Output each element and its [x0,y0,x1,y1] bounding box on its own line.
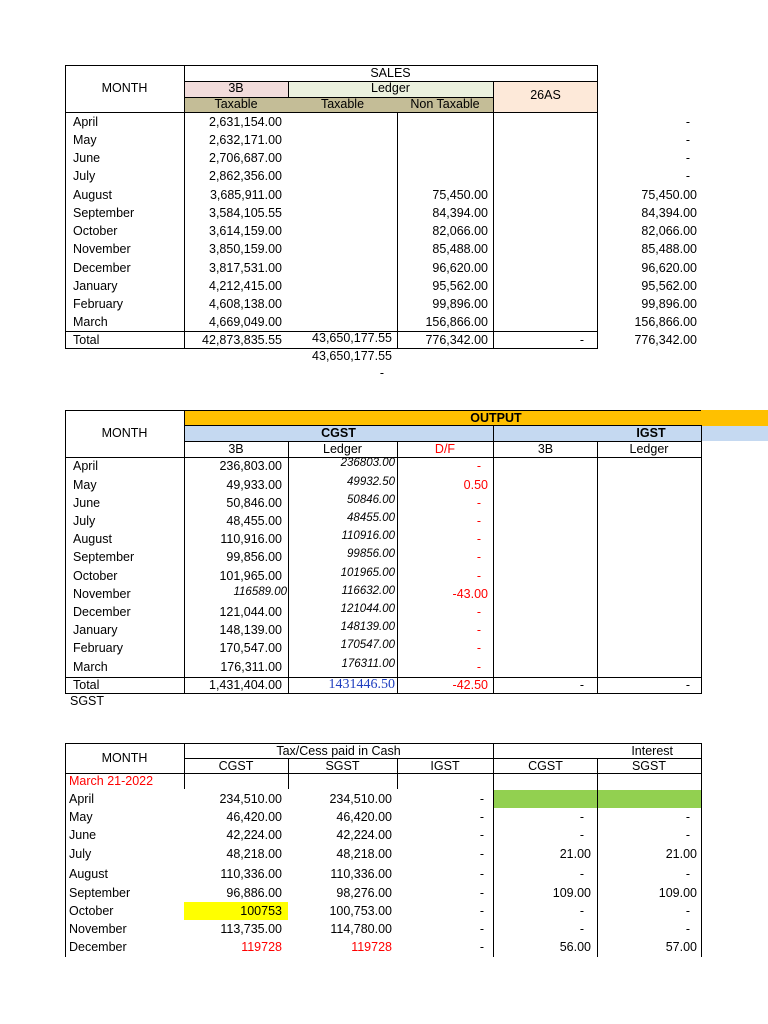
output-ledger-header: Ledger [323,442,362,456]
cash-cgst: 42,224.00 [226,828,282,842]
cash-month: April [69,792,95,806]
output-ledger: 170547.00 [340,639,395,651]
sales-month: April [73,115,99,129]
sales-non-taxable: 95,562.00 [432,279,488,293]
output-3b: 110,916.00 [220,532,282,546]
output-month: October [73,569,118,583]
cash-cgst: 48,218.00 [226,847,282,861]
cash-igst: - [479,922,484,936]
cash-sgst: 114,780.00 [330,922,392,936]
cash-igst-header: IGST [430,759,460,773]
output-month: December [73,605,131,619]
cash-igst: - [479,940,484,954]
output-month: September [73,550,135,564]
output-total-igst-3b: - [579,678,584,692]
output-df: - [476,605,481,619]
sales-month: January [73,279,118,293]
cash-month: November [69,922,127,936]
sales-month: July [73,169,96,183]
output-3b: 48,455.00 [226,514,282,528]
interest-cgst: 21.00 [559,847,591,861]
output-3b: 50,846.00 [226,496,282,510]
period-label: March 21-2022 [69,774,154,788]
output-month: June [73,496,101,510]
cash-cgst: 234,510.00 [219,792,282,806]
interest-header: Interest [631,744,673,758]
interest-cgst: - [579,904,584,918]
sales-total-label: Total [73,333,100,347]
sales-month: October [73,224,118,238]
sales-extra: 95,562.00 [641,279,697,293]
interest-sgst: - [685,828,690,842]
output-month: March [73,660,108,674]
interest-sgst: - [685,904,690,918]
output-ledger: 49932.50 [347,476,395,488]
output-3b: 148,139.00 [219,623,282,637]
interest-sgst: 109.00 [658,886,697,900]
sales-extra: - [685,169,690,183]
sales-extra: 156,866.00 [634,315,697,329]
cash-cgst: 46,420.00 [226,810,282,824]
interest-sgst: 21.00 [665,847,697,861]
output-3b: 99,856.00 [226,550,282,564]
sales-taxable-3b: 3,850,159.00 [209,242,282,256]
cash-sgst: 119728 [351,940,392,954]
cash-igst: - [479,828,484,842]
sales-month: August [73,188,112,202]
sales-non-taxable: 85,488.00 [432,242,488,256]
taxable-ledger-header: Taxable [320,97,365,111]
taxable-3b-header: Taxable [214,97,258,111]
sales-month: September [73,206,135,220]
interest-sgst: - [685,922,690,936]
sales-non-taxable: 75,450.00 [432,188,488,202]
cash-month: June [69,828,97,842]
cash-igst: - [479,810,484,824]
output-3b-header: 3B [228,442,244,456]
cash-cgst: 100753 [240,904,282,918]
cash-month: October [69,904,114,918]
output-igst-ledger-header: Ledger [629,442,669,456]
output-month: February [73,641,124,655]
interest-sgst: - [685,867,690,881]
output-month: April [73,459,99,473]
sales-taxable-3b: 2,631,154.00 [209,115,282,129]
tax-cash-header: Tax/Cess paid in Cash [276,744,401,758]
sales-extra: 75,450.00 [641,188,697,202]
interest-cgst: - [579,922,584,936]
interest-sgst: - [685,810,690,824]
interest-cgst: 109.00 [552,886,591,900]
cash-cgst: 96,886.00 [226,886,282,900]
sales-non-taxable: 82,066.00 [432,224,488,238]
cash-month: August [69,867,108,881]
interest-cgst-header: CGST [528,759,563,773]
output-total-igst-ledger: - [685,678,690,692]
cash-sgst: 234,510.00 [329,792,392,806]
sales-month: February [73,297,124,311]
sales-taxable-3b: 3,584,105.55 [209,206,282,220]
output-3b: 49,933.00 [226,478,282,492]
output-df: - [476,623,481,637]
cash-month-header: MONTH [101,751,148,765]
output-ledger: 99856.00 [347,548,395,560]
sales-below-2: - [379,366,384,380]
sales-month: June [73,151,101,165]
cash-month: May [69,810,93,824]
cash-sgst: 110,336.00 [330,867,392,881]
output-ledger: 236803.00 [340,457,395,469]
cash-cgst-header: CGST [218,759,254,773]
sales-taxable-3b: 4,608,138.00 [209,297,282,311]
sales-total-26as: - [579,333,584,347]
cash-cgst: 113,735.00 [220,922,282,936]
sales-extra: 85,488.00 [641,242,697,256]
cash-sgst-header: SGST [325,759,360,773]
interest-cgst: - [579,828,584,842]
sales-extra: 82,066.00 [641,224,697,238]
sales-taxable-3b: 2,632,171.00 [209,133,282,147]
output-month-header: MONTH [101,426,148,440]
output-ledger: 48455.00 [347,512,395,524]
output-total-df: -42.50 [452,678,488,692]
sales-taxable-3b: 4,212,415.00 [209,279,282,293]
output-df: - [476,569,481,583]
output-month: July [73,514,96,528]
sales-month: May [73,133,97,147]
output-month: January [73,623,118,637]
sales-extra: - [685,133,690,147]
sales-taxable-3b: 4,669,049.00 [209,315,282,329]
cash-sgst: 48,218.00 [336,847,392,861]
cgst-header: CGST [321,426,356,440]
output-df: - [476,459,481,473]
interest-cgst: - [579,867,584,881]
output-df: - [476,514,481,528]
output-total-label: Total [73,678,100,692]
sales-total-ledger: 43,650,177.55 [312,331,392,345]
cash-cgst: 119728 [241,940,282,954]
output-3b: 101,965.00 [219,569,282,583]
non-taxable-header: Non Taxable [410,97,480,111]
output-month: August [73,532,112,546]
cash-cgst: 110,336.00 [220,867,282,881]
sales-extra: - [685,115,690,129]
sales-taxable-3b: 3,817,531.00 [209,261,282,275]
sales-non-taxable: 99,896.00 [432,297,488,311]
sales-total-3b: 42,873,835.55 [202,333,282,347]
sales-month: December [73,261,131,275]
cash-sgst: 98,276.00 [336,886,392,900]
output-title: OUTPUT [470,411,522,425]
output-ledger: 110916.00 [341,530,395,542]
output-df: 0.50 [463,478,488,492]
sales-non-taxable: 96,620.00 [432,261,488,275]
output-df: - [476,532,481,546]
sales-taxable-3b: 2,862,356.00 [209,169,282,183]
sales-title: SALES [370,66,411,80]
interest-cgst: - [579,810,584,824]
output-month: November [73,587,131,601]
output-ledger: 116632.00 [341,585,395,597]
sales-month: November [73,242,131,256]
output-igst-3b-header: 3B [537,442,554,456]
month-header: MONTH [101,81,148,95]
sales-taxable-3b: 3,614,159.00 [209,224,282,238]
sales-extra: 99,896.00 [641,297,697,311]
interest-sgst: 57.00 [665,940,697,954]
output-3b: 116589.00 [233,586,287,598]
sales-taxable-3b: 3,685,911.00 [209,188,282,202]
cash-month: December [69,940,127,954]
cash-igst: - [479,904,484,918]
cash-sgst: 42,224.00 [336,828,392,842]
output-3b: 121,044.00 [219,605,282,619]
output-ledger: 50846.00 [347,494,395,506]
sales-taxable-3b: 2,706,687.00 [209,151,282,165]
sales-non-taxable: 84,394.00 [432,206,488,220]
output-ledger: 121044.00 [340,603,395,615]
output-ledger: 176311.00 [341,658,395,670]
cash-igst: - [479,792,484,806]
igst-header: IGST [636,426,666,440]
3b-header: 3B [228,81,244,95]
cash-igst: - [479,867,484,881]
sales-total-extra: 776,342.00 [634,333,697,347]
output-df: - [476,550,481,564]
output-total-ledger: 1431446.50 [328,677,395,692]
output-3b: 170,547.00 [219,641,282,655]
sgst-label: SGST [70,694,105,708]
sales-total-non-taxable: 776,342.00 [425,333,488,347]
output-month: May [73,478,97,492]
output-df: - [476,496,481,510]
cash-sgst: 100,753.00 [329,904,392,918]
output-df: - [476,641,481,655]
output-ledger: 101965.00 [340,567,395,579]
ledger-header: Ledger [371,81,410,95]
output-df: -43.00 [452,587,488,601]
sales-extra: 96,620.00 [641,261,697,275]
cash-sgst: 46,420.00 [336,810,392,824]
output-total-3b: 1,431,404.00 [209,678,282,692]
sales-extra: - [685,151,690,165]
sales-below-1: 43,650,177.55 [312,349,392,363]
output-ledger: 148139.00 [340,621,395,633]
interest-sgst-header: SGST [631,759,667,773]
cash-month: September [69,886,131,900]
output-df: - [476,660,481,674]
interest-cgst: 56.00 [559,940,591,954]
sales-month: March [73,315,108,329]
output-df-header: D/F [434,442,456,456]
cash-month: July [69,847,92,861]
sales-extra: 84,394.00 [641,206,697,220]
output-3b: 176,311.00 [220,660,282,674]
cash-igst: - [479,886,484,900]
output-3b: 236,803.00 [219,459,282,473]
cash-igst: - [479,847,484,861]
sales-non-taxable: 156,866.00 [425,315,488,329]
26as-header: 26AS [530,88,561,102]
